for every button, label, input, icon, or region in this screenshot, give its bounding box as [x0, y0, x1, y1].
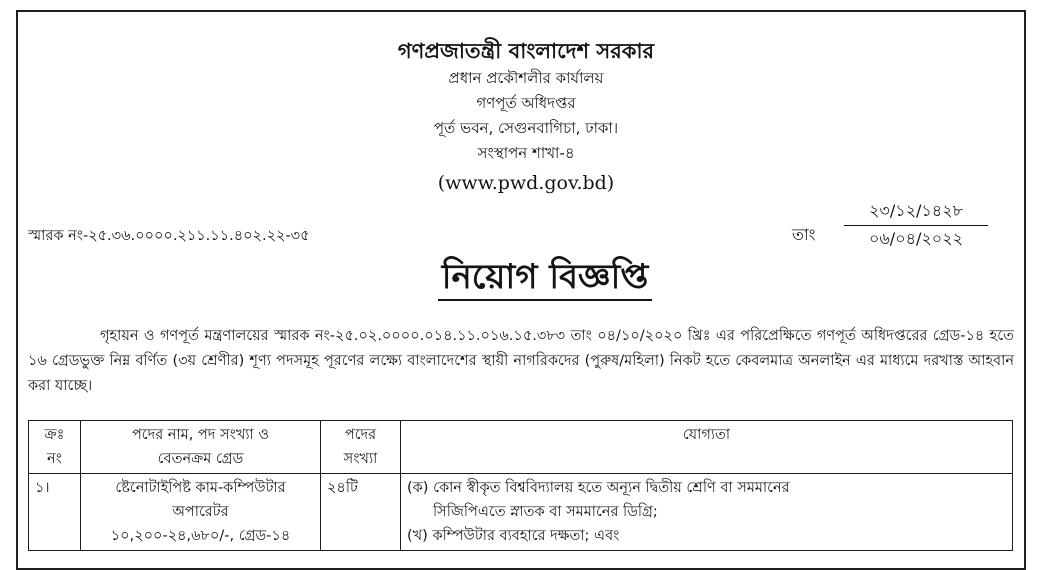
- header-post: [81, 421, 321, 474]
- qualification-b: (খ) কম্পিউটার ব্যবহারে দক্ষতা; এবং: [407, 528, 620, 544]
- notice-title-block: [18, 252, 1024, 302]
- date-bangla: ২৩/১২/১৪২৮: [844, 198, 988, 226]
- header-post-line2: বেতনক্রম গ্রেড: [157, 451, 244, 467]
- header-serial-line1: ক্রঃ: [44, 427, 65, 443]
- office-address: পূর্ত ভবন, সেগুনবাগিচা, ঢাকা।: [433, 119, 619, 137]
- cell-count: ২৪টি: [321, 474, 401, 551]
- header-post-line1: পদের নাম, পদ সংখ্যা ও: [131, 427, 270, 443]
- qualification-a-cont: সিজিপিএতে স্নাতক বা সমমানের ডিগ্রি;: [433, 504, 658, 520]
- header-count: [321, 421, 401, 474]
- memo-date: [844, 198, 988, 252]
- table-header-row: [29, 421, 1013, 474]
- post-name-line1: ষ্টেনোটাইপিষ্ট কাম-কম্পিউটার: [115, 480, 286, 496]
- branch-name: সংস্থাপন শাখা-৪: [477, 144, 575, 162]
- department-name: গণপূর্ত অধিদপ্তর: [476, 94, 576, 112]
- cell-serial: ১।: [29, 474, 81, 551]
- notice-title: নিয়োগ বিজ্ঞপ্তি: [438, 257, 653, 301]
- intro-paragraph: গৃহায়ন ও গণপূর্ত মন্ত্রণালয়ের স্মারক নং-২৫.০২.০০০০.০১৪.১১.০১৬.১৫.৩৮৩ তাং ০৪/১০/২০২০ খ্রিঃ এর পরিপ্রেক্ষিতে গণপূর্ত অধিদপ্তরের গ্রেড-১৪ হতে ১৬ গ্রেডভুক্ত নিম্ন বর্ণিত (৩য় শ্রেণীর) শূণ্য পদসমূহ পূরণের লক্ষ্যে বাংলাদেশের স্থায়ী নাগরিকদের (পুরুষ/মহিলা) নিকট হতে কেবলমাত্র অনলাইন এর মাধ্যমে দরখাস্ত আহবান করা যাচ্ছে।: [28, 328, 1014, 394]
- cell-qualification: [401, 474, 1013, 551]
- post-pay-scale: ১০,২০০-২৪,৬৮০/-, গ্রেড-১৪: [110, 528, 291, 544]
- website-link: (www.pwd.gov.bd): [437, 172, 615, 194]
- cell-post: [81, 474, 321, 551]
- government-title: গণপ্রজাতন্ত্রী বাংলাদেশ সরকার: [397, 39, 655, 63]
- office-name: প্রধান প্রকৌশলীর কার্যালয়: [448, 69, 604, 87]
- notice-document: [16, 10, 1026, 570]
- date-gregorian: ০৬/০৪/২০২২: [869, 229, 963, 248]
- memo-reference: স্মারক নং-২৫.৩৬.০০০০.২১১.১১.৪০২.২২-৩৫: [28, 228, 310, 244]
- header-serial: [29, 421, 81, 474]
- header-serial-line2: নং: [47, 451, 62, 467]
- header-count-line1: পদের: [344, 427, 377, 443]
- table-row: [29, 474, 1013, 551]
- post-name-line2: অপারেটর: [172, 504, 229, 520]
- header-count-line2: সংখ্যা: [343, 451, 378, 467]
- header-qualification: যোগ্যতা: [401, 421, 1013, 474]
- qualification-a: (ক) কোন স্বীকৃত বিশ্ববিদ্যালয় হতে অন্যূন দ্বিতীয় শ্রেণি বা সমমানের: [407, 480, 790, 496]
- letterhead: [18, 36, 1024, 198]
- posts-table: [28, 420, 1013, 551]
- date-label: তাং: [792, 225, 816, 244]
